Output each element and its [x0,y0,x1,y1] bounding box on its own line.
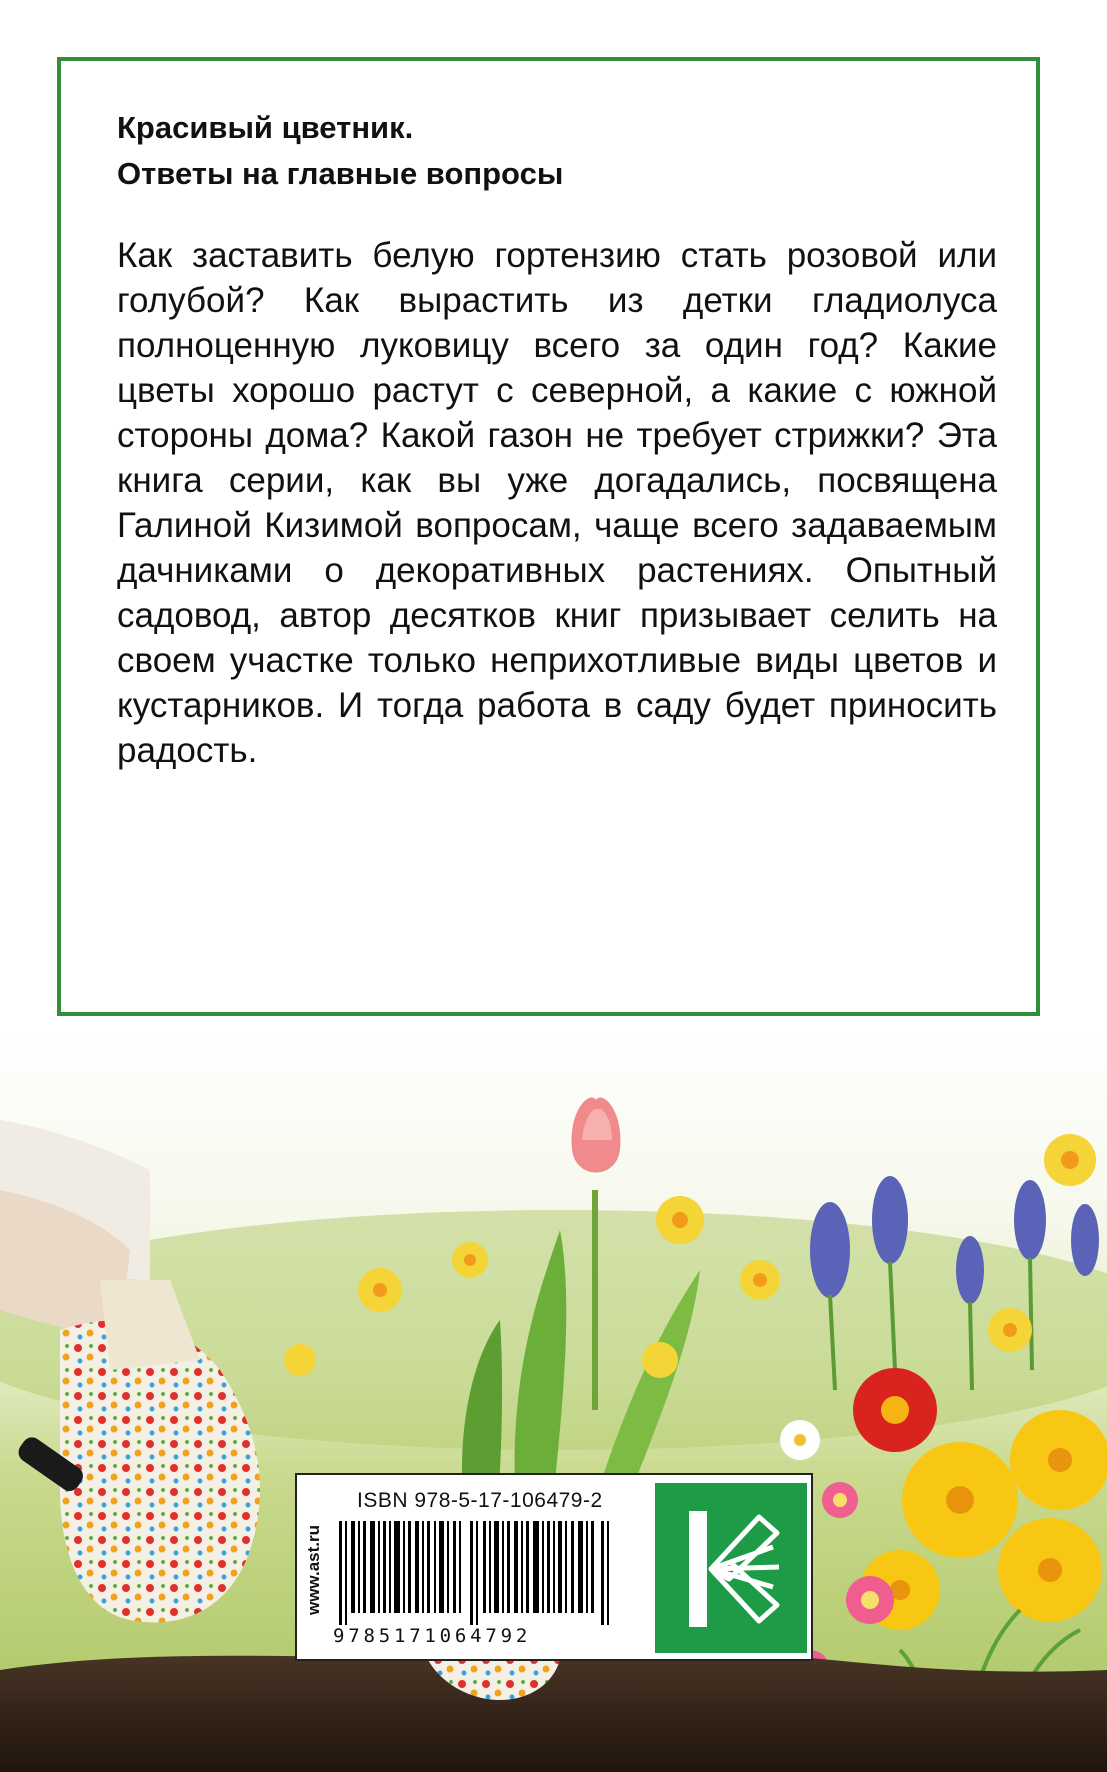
title-line-1: Красивый цветник. [117,110,414,145]
barcode-panel [295,1473,813,1661]
barcode-icon [337,1521,613,1625]
isbn-label: ISBN 978-5-17-106479-2 [357,1489,603,1512]
book-k-logo-icon [655,1483,807,1653]
publisher-logo [655,1483,807,1653]
barcode-digits: 9785171064792 [333,1625,532,1647]
publisher-website [301,1485,327,1655]
website-text: www.ast.ru [304,1524,323,1616]
title-line-2: Ответы на главные вопросы [117,156,564,191]
book-title [117,105,997,197]
book-description: Как заставить белую гортензию стать розовой или голубой? Как вырастить из детки гладиолуса полноценную луковицу всего за один год? Какие цветы хорошо растут с северной, а какие с южной стороны дома? Какой газон не требует стрижки? Эта книга серии, как вы уже догадались, посвящена Галиной Кизимой вопросам, чаще всего задаваемым дачниками о декоративных растениях. Опытный садовод, автор десятков книг призывает селить на своем участке только неприхотливые виды цветов и кустарников. И тогда работа в саду будет приносить радость. [117,236,997,770]
description-frame [57,57,1040,1016]
